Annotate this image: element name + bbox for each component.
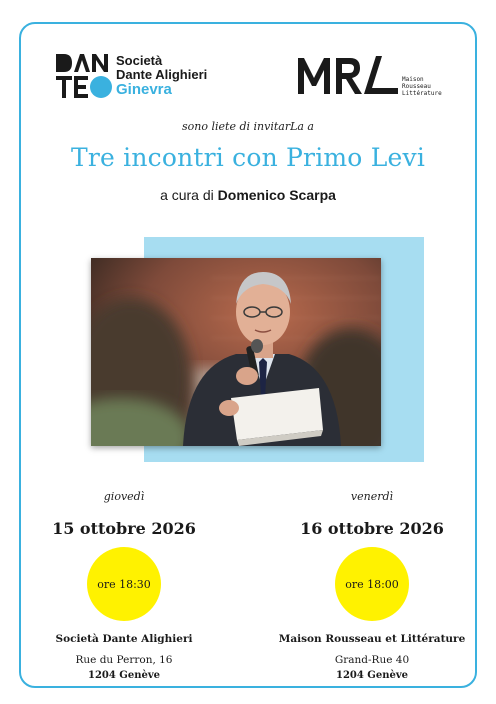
- mrl-logo-line2: Rousseau: [402, 83, 431, 90]
- event-2-city: 1204 Genève: [335, 670, 409, 681]
- dante-alighieri-logo: [56, 52, 216, 102]
- event-1-day: giovedì: [103, 490, 145, 503]
- speaker-photo: [91, 258, 381, 446]
- event-2-address: Grand-Rue 40: [334, 654, 410, 666]
- event-2-date: 16 ottobre 2026: [300, 519, 444, 538]
- page-title: Tre incontri con Primo Levi: [70, 143, 426, 172]
- event-1-city: 1204 Genève: [87, 670, 161, 681]
- event-2-time-badge: [335, 547, 409, 621]
- mrl-logo-line1: Maison: [402, 76, 424, 83]
- event-2-time: ore 18:00: [345, 577, 399, 591]
- curator-name: Domenico Scarpa: [217, 187, 336, 203]
- dante-logo-line1: Società: [116, 53, 163, 68]
- dante-logo-city: Ginevra: [116, 81, 172, 98]
- dante-logo-line2: Dante Alighieri: [116, 67, 208, 82]
- event-2-venue: Maison Rousseau et Littérature: [278, 633, 466, 645]
- event-1-date: 15 ottobre 2026: [52, 519, 196, 538]
- dante-logo-mark-icon: [56, 52, 116, 100]
- event-1-time: ore 18:30: [97, 577, 151, 591]
- mrl-logo-mark-icon: [296, 54, 400, 96]
- invitation-line: sono liete di invitarLa a: [182, 120, 314, 133]
- event-1-venue: Società Dante Alighieri: [55, 633, 193, 645]
- event-2-day: venerdì: [350, 490, 394, 503]
- maison-rousseau-logo: [296, 54, 456, 100]
- curator-prefix: a cura di: [160, 187, 214, 203]
- curator-line: [0, 187, 496, 203]
- speaker-photo-icon: [91, 258, 381, 446]
- event-column-2: [248, 490, 496, 681]
- event-column-1: [0, 490, 248, 681]
- event-1-address: Rue du Perron, 16: [75, 654, 173, 666]
- event-1-time-badge: [87, 547, 161, 621]
- mrl-logo-line3: Littérature: [402, 90, 442, 97]
